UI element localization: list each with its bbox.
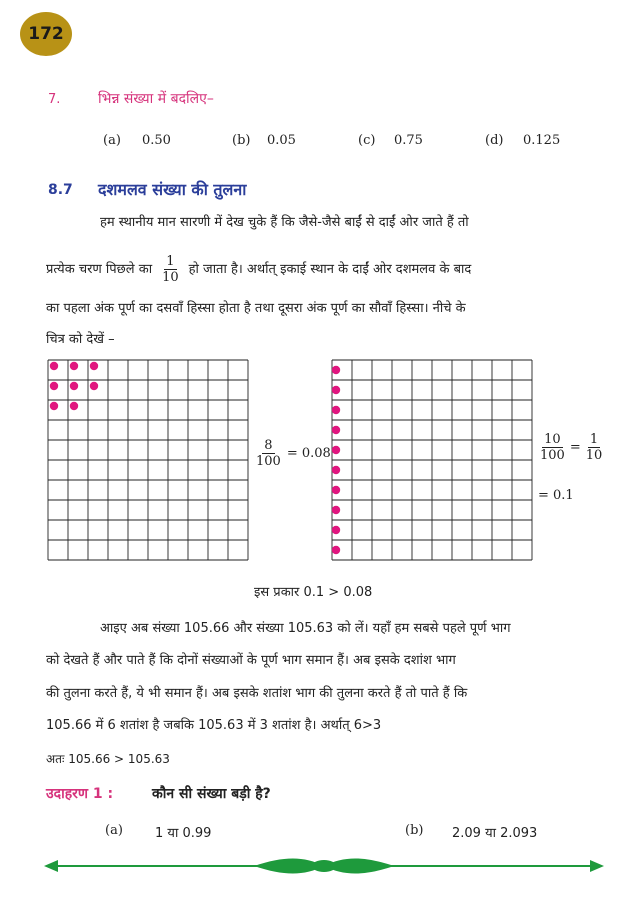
left-eq-result: = 0.08 — [286, 446, 331, 461]
shaded-dot — [332, 466, 340, 474]
page-number: 172 — [28, 24, 64, 44]
example-label: उदाहरण 1 : — [46, 786, 114, 802]
right-frac2-num: 1 — [589, 432, 599, 447]
one-tenth-fraction-right — [584, 432, 605, 463]
figure-caption: इस प्रकार 0.1 > 0.08 — [254, 585, 373, 600]
hundredths-grid-right — [330, 358, 535, 563]
left-frac-num: 8 — [264, 438, 273, 453]
shaded-dot — [50, 402, 58, 410]
shaded-dot — [70, 382, 78, 390]
shaded-dot — [90, 362, 98, 370]
right-frac2-den: 10 — [585, 448, 603, 463]
section-title: दशमलव संख्या की तुलना — [98, 180, 247, 199]
shaded-dot — [332, 486, 340, 494]
left-frac-den: 100 — [256, 454, 281, 469]
fraction-denominator: 10 — [162, 270, 179, 285]
right-frac1-num: 10 — [544, 432, 561, 447]
shaded-dot — [50, 362, 58, 370]
para1-line3: का पहला अंक पूर्ण का दसवाँ हिस्सा होता है तथा दूसरा अंक पूर्ण का सौवाँ हिस्सा। नीचे के — [46, 301, 466, 316]
shaded-dot — [332, 526, 340, 534]
right-arrow-icon — [590, 860, 604, 872]
option-c-value: 0.75 — [394, 133, 423, 148]
right-eq-sign: = — [569, 440, 581, 455]
question-number: 7. — [48, 92, 61, 107]
para1-line2-after: हो जाता है। अर्थात् इकाई स्थान के दाईं ओर दशमलव के बाद — [188, 261, 472, 277]
option-a-value: 0.50 — [142, 133, 171, 148]
option-d-label: (d) — [485, 133, 504, 148]
shaded-dot — [332, 446, 340, 454]
left-equation — [254, 438, 331, 469]
shaded-dot — [332, 406, 340, 414]
example-question: कौन सी संख्या बड़ी है? — [152, 786, 271, 802]
section-number: 8.7 — [48, 182, 73, 198]
shaded-dot — [332, 506, 340, 514]
para2-line4: 105.66 में 6 शतांश है जबकि 105.63 में 3 शतांश है। अर्थात् 6>3 — [46, 718, 382, 733]
right-frac1-den: 100 — [540, 448, 565, 463]
option-b-value: 0.05 — [267, 133, 296, 148]
para1-line4: चित्र को देखें – — [46, 332, 115, 347]
example-option-b-value: 2.09 या 2.093 — [452, 826, 538, 841]
option-c-label: (c) — [358, 133, 376, 148]
left-arrow-icon — [44, 860, 58, 872]
shaded-dot — [50, 382, 58, 390]
conclusion: अतः 105.66 > 105.63 — [46, 752, 170, 766]
page-number-badge — [20, 12, 72, 56]
example-option-a-value: 1 या 0.99 — [155, 826, 212, 841]
shaded-dot — [70, 362, 78, 370]
question-title: भिन्न संख्या में बदलिए– — [98, 91, 214, 107]
para1-line2-before: प्रत्येक चरण पिछले का — [46, 261, 153, 277]
fraction-numerator: 1 — [166, 254, 175, 269]
para2-line1: आइए अब संख्या 105.66 और संख्या 105.63 को लें। यहाँ हम सबसे पहले पूर्ण भाग — [100, 621, 511, 636]
example-option-b-label: (b) — [405, 823, 424, 838]
ten-hundredths-fraction — [538, 432, 567, 463]
shaded-dot — [332, 366, 340, 374]
shaded-dot — [90, 382, 98, 390]
example-option-a-label: (a) — [105, 823, 123, 838]
para2-line2: को देखते हैं और पाते हैं कि दोनों संख्याओं के पूर्ण भाग समान हैं। अब इसके दशांश भाग — [46, 653, 456, 668]
shaded-dot — [332, 386, 340, 394]
shaded-dot — [70, 402, 78, 410]
right-equation — [538, 432, 604, 463]
shaded-dot — [332, 546, 340, 554]
hundredths-grid-left — [46, 358, 251, 563]
right-eq-result: = 0.1 — [538, 488, 574, 503]
para1-line1: हम स्थानीय मान सारणी में देख चुके हैं कि जैसे-जैसे बाईं से दाईं ओर जाते हैं तो — [100, 215, 469, 230]
para2-line3: की तुलना करते हैं, ये भी समान हैं। अब इसके शतांश भाग की तुलना करते हैं तो पाते हैं कि — [46, 686, 468, 701]
option-a-label: (a) — [103, 133, 121, 148]
option-b-label: (b) — [232, 133, 251, 148]
para1-line2 — [46, 254, 626, 285]
one-tenth-fraction — [160, 254, 181, 285]
option-d-value: 0.125 — [523, 133, 561, 148]
shaded-dot — [332, 426, 340, 434]
eight-hundredths-fraction — [254, 438, 283, 469]
decorative-divider — [44, 852, 604, 880]
